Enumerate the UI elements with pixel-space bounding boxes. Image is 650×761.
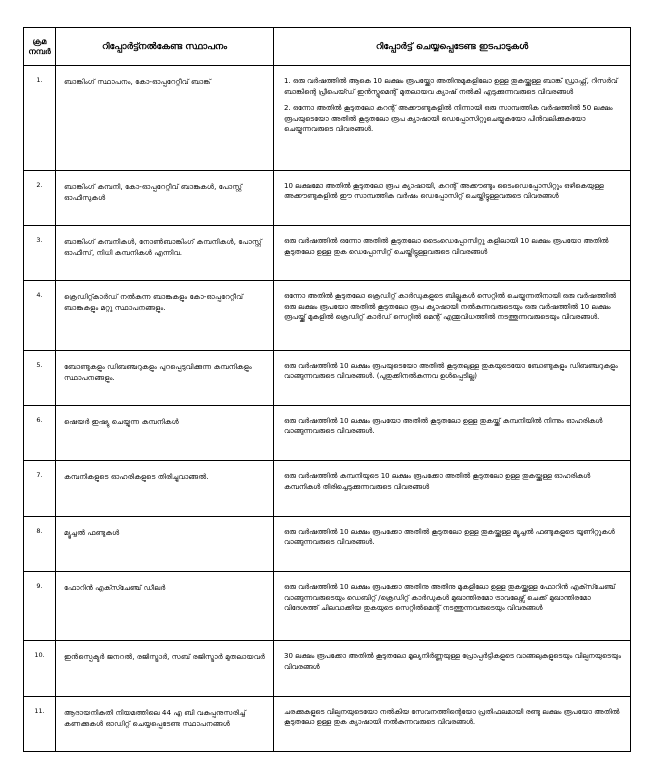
table-row bbox=[24, 696, 631, 751]
row-serial-number: 10. bbox=[24, 641, 56, 696]
transaction-paragraph: ഒരു വർഷത്തിൽ 10 ലക്ഷം രൂപയോ അതിൽ കൂടുതലോ ഉള്ള തുകയ്ക്ക് കമ്പനിയിൽ നിന്നും ഓഹരികൾ വാങ്ങുന്നവരുടെ വിവരങ്ങൾ. bbox=[284, 416, 603, 436]
header-serial-number: ക്രമ നമ്പർ bbox=[24, 28, 56, 66]
row-institution: മ്യൂച്ചൽ ഫണ്ടുകൾ bbox=[56, 516, 274, 571]
table-row bbox=[24, 170, 631, 225]
transaction-paragraph: 2. ഒന്നോ അതിൽ കൂടുതലോ കറന്റ് അക്കൗണ്ടുകളിൽ നിന്നായി ഒരു സാമ്പത്തിക വർഷത്തിൽ 50 ലക്ഷം രൂപയുടെയോ അതിൽ കൂടുതലോ രൂപ ക്യാഷായി ഡെപ്പോസിറ്റുചെയ്യുകയോ പിൻവലിക്കുകയോ ചെയ്യുന്നവരുടെ വിവരങ്ങൾ. bbox=[284, 104, 613, 133]
transaction-paragraph: ചരക്കുകളുടെ വില്പനയുടെയോ നൽകിയ സേവനത്തിന്റെയോ പ്രതിഫലമായി രണ്ടു ലക്ഷം രൂപയോ അതിൽ കൂടുതലോ ഉള്ള തുക ക്യാഷായി നൽകുന്നവരുടെ വിവരങ്ങൾ. bbox=[284, 707, 620, 727]
row-serial-number: 8. bbox=[24, 516, 56, 571]
table-row bbox=[24, 281, 631, 350]
transaction-paragraph: 1. ഒരു വർഷത്തിൽ ആകെ 10 ലക്ഷം രൂപയ്ക്കോ അതിനുമുകളിലോ ഉള്ള തുകയ്ക്കുള്ള ബാങ്ക് ഡ്രാഫ്റ്റ്, റിസർവ് ബാങ്കിന്റെ പ്രീപെയ്ഡ് ഇൻസ്ട്രുമെന്റ് മുതലായവ ക്യാഷ് നൽകി എടുക്കുന്നവരുടെ വിവരങ്ങൾ bbox=[284, 77, 618, 96]
table-row bbox=[24, 350, 631, 405]
transaction-paragraph: ഒരു വർഷത്തിൽ കമ്പനിയുടെ 10 ലക്ഷം രൂപക്കോ അതിൽ കൂടുതലോ ഉള്ള തുകയ്ക്കുള്ള ഓഹരികൾ കമ്പനികൾ തിരിച്ചെടുക്കുന്നവരുടെ വിവരങ്ങൾ bbox=[284, 472, 591, 491]
row-institution: ബാങ്കിംഗ് കമ്പനി, കോ-ഓപ്പറേറ്റീവ് ബാങ്കുകൾ, പോസ്റ്റ് ഓഫീസുകൾ bbox=[56, 170, 274, 225]
row-institution: ആദായനികുതി നിയമത്തിലെ 44 എ ബി വകുപ്പനുസരിച്ച് കണക്കുകൾ ഓഡിറ്റ് ചെയ്യപ്പെടേണ്ട സ്ഥാപനങ്ങൾ bbox=[56, 696, 274, 751]
row-institution: ഇൻസ്പെക്ടർ ജനറൽ, രജിസ്ട്രാർ, സബ് രജിസ്ട്രാർ മുതലായവർ bbox=[56, 641, 274, 696]
row-institution: ഫോറിൻ എക്സ്ചേഞ്ച് ഡീലർ bbox=[56, 572, 274, 641]
row-serial-number: 6. bbox=[24, 405, 56, 460]
row-transactions bbox=[274, 461, 631, 516]
row-serial-number: 4. bbox=[24, 281, 56, 350]
row-serial-number: 3. bbox=[24, 226, 56, 281]
table-row bbox=[24, 572, 631, 641]
header-transactions: റിപ്പോർട്ട് ചെയ്യപ്പെടേണ്ട ഇടപാടുകൾ bbox=[274, 28, 631, 66]
row-serial-number: 11. bbox=[24, 696, 56, 751]
transaction-paragraph: ഒരു വർഷത്തിൽ 10 ലക്ഷം രൂപയുടെയോ അതിൽ കൂടുതലുള്ള തുകയുടെയോ ബോണ്ടുകളും ഡിബഞ്ചറുകളും വാങ്ങുന്നവരുടെ വിവരങ്ങൾ. (പുതുക്കിനൽകുന്നവ ഉൾപ്പെടില്ല) bbox=[284, 361, 618, 381]
row-transactions bbox=[274, 516, 631, 571]
row-transactions bbox=[274, 572, 631, 641]
row-serial-number: 9. bbox=[24, 572, 56, 641]
transaction-paragraph: ഒരു വർഷത്തിൽ 10 ലക്ഷം രൂപക്കോ അതിനു അതിനു മുകളിലോ ഉള്ള തുകയ്ക്കുള്ള ഫോറിൻ എക്സ്ചേഞ്ച് വാങ്ങുന്നവരുടെയും ഡെബിറ്റ് /ക്രെഡിറ്റ് കാർഡുകൾ മുഖാന്തിരമോ ട്രാവലേഴ്സ് ചെക്ക് മുഖാന്തിരമോ വിദേശത്ത് ചിലവാക്കിയ തുകയുടെ സെറ്റിൽമെന്റ് നടത്തുന്നവരുടെയും വിവരങ്ങൾ bbox=[284, 583, 616, 613]
row-transactions bbox=[274, 66, 631, 171]
transaction-paragraph: ഒരു വർഷത്തിൽ ഒന്നോ അതിൽ കൂടുതലോ ടൈംഡെപ്പോസിറ്റു കളിലായി 10 ലക്ഷം രൂപയോ അതിൽ കൂടുതലോ ഉള്ള തുക ഡെപ്പോസിറ്റ് ചെയ്തിട്ടുള്ളവരുടെ വിവരങ്ങൾ bbox=[284, 237, 609, 256]
transaction-paragraph: 10 ലക്ഷമോ അതിൽ കൂടുതലോ രൂപ ക്യാഷായി, കറന്റ് അക്കൗണ്ടും ടൈംഡെപ്പോസിറ്റും ഒഴികെയുള്ള അക്കൗണ്ടുകളിൽ ഈ സാമ്പത്തിക വർഷം ഡെപ്പോസിറ്റ് ചെയ്തിട്ടുള്ളവരുടെ വിവരങ്ങൾ bbox=[284, 181, 604, 201]
row-institution: ക്രെഡിറ്റ്കാർഡ് നൽകുന്ന ബാങ്കുകളും കോ-ഓപ്പറേറ്റീവ് ബാങ്കുകളും മറ്റു സ്ഥാപനങ്ങളും. bbox=[56, 281, 274, 350]
row-transactions bbox=[274, 696, 631, 751]
transaction-paragraph: ഒരു വർഷത്തിൽ 10 ലക്ഷം രൂപക്കോ അതിൽ കൂടുതലോ ഉള്ള തുകയ്ക്കുള്ള മ്യൂച്ചൽ ഫണ്ടുകളുടെ യൂണിറ്റുകൾ വാങ്ങുന്നവരുടെ വിവരങ്ങൾ. bbox=[284, 527, 615, 547]
header-institution: റിപ്പോർട്ട്നൽകേണ്ട സ്ഥാപനം bbox=[56, 28, 274, 66]
row-institution: ബാങ്കിംഗ് സ്ഥാപനം, കോ-ഓപ്പറേറ്റീവ് ബാങ്ക് bbox=[56, 66, 274, 171]
row-transactions bbox=[274, 170, 631, 225]
table-row bbox=[24, 461, 631, 516]
row-serial-number: 7. bbox=[24, 461, 56, 516]
row-serial-number: 2. bbox=[24, 170, 56, 225]
row-institution: ബോണ്ടുകളും ഡിബഞ്ചറുകളും പുറപ്പെടുവിക്കുന്ന കമ്പനികളും സ്ഥാപനങ്ങളും. bbox=[56, 350, 274, 405]
row-institution: ഷെയർ ഇഷ്യു ചെയ്യുന്ന കമ്പനികൾ bbox=[56, 405, 274, 460]
row-transactions bbox=[274, 641, 631, 696]
table-row bbox=[24, 641, 631, 696]
table-header-row bbox=[24, 28, 631, 66]
row-transactions bbox=[274, 350, 631, 405]
table-row bbox=[24, 226, 631, 281]
row-serial-number: 5. bbox=[24, 350, 56, 405]
row-transactions bbox=[274, 226, 631, 281]
row-transactions bbox=[274, 405, 631, 460]
row-institution: കമ്പനികളുടെ ഓഹരികളുടെ തിരിച്ചുവാങ്ങൽ. bbox=[56, 461, 274, 516]
table-row bbox=[24, 516, 631, 571]
transaction-paragraph: 30 ലക്ഷം രൂപക്കോ അതിൽ കൂടുതലോ മൂല്യനിർണ്ണയുള്ള പ്രോപ്പർട്ടികളുടെ വാങ്ങലുകളുടെയും വില്പനയുടെയും വിവരങ്ങൾ bbox=[284, 652, 622, 671]
row-institution: ബാങ്കിംഗ് കമ്പനികൾ, നോൺബാങ്കിംഗ് കമ്പനികൾ, പോസ്റ്റ് ഓഫീസ്, നിധി കമ്പനികൾ എന്നിവ. bbox=[56, 226, 274, 281]
table-row bbox=[24, 66, 631, 171]
transaction-paragraph: ഒന്നോ അതിൽ കൂടുതലോ ക്രെഡിറ്റ് കാർഡുകളുടെ ബില്ലുകൾ സെറ്റിൽ ചെയ്യുന്നതിനായി ഒരു വർഷത്തിൽ ഒരു ലക്ഷം രൂപയോ അതിൽ കൂടുതലോ രൂപ ക്യാഷായി നൽകുന്നവരുടെയും ഒരു വർഷത്തിൽ 10 ലക്ഷം രൂപയ്ക്ക് മുകളിൽ ക്രെഡിറ്റ് കാർഡ് സെറ്റിൽ മെന്റ് എന്തുവിധത്തിൽ നടത്തുന്നവരുടെയും വിവരങ്ങൾ. bbox=[284, 292, 617, 322]
reporting-table bbox=[23, 27, 631, 752]
table-row bbox=[24, 405, 631, 460]
row-serial-number: 1. bbox=[24, 66, 56, 171]
row-transactions bbox=[274, 281, 631, 350]
